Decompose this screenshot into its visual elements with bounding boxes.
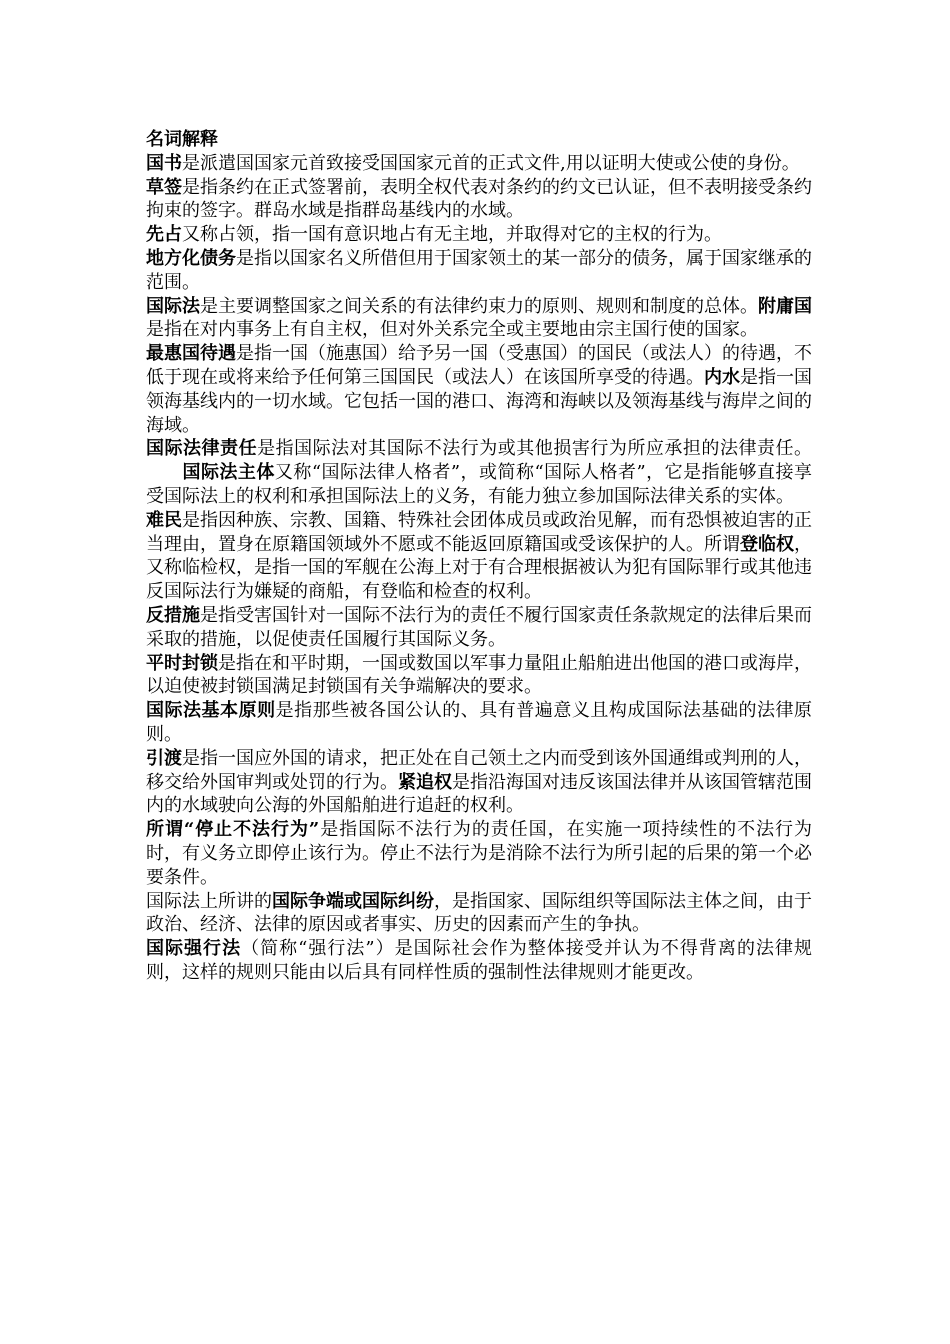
defined-term: 所谓“停止不法行为” bbox=[146, 819, 320, 841]
definition-text: 是指那些被各国公认的、具有普遍意义且构成国际法基础的法律原则。 bbox=[146, 700, 813, 745]
defined-term: 地方化债务 bbox=[146, 247, 236, 269]
defined-term: 国书 bbox=[146, 152, 182, 174]
definition-paragraph bbox=[146, 699, 812, 747]
defined-term: 国际法律责任 bbox=[146, 438, 258, 460]
definition-text: ，是指国家、国际组织等国际法主体之间，由于政治、经济、法律的原因或者事实、历史的因素而产生的争执。 bbox=[146, 890, 812, 936]
definition-paragraph bbox=[146, 747, 812, 818]
definition-paragraph bbox=[146, 818, 812, 889]
defined-term: 平时封锁 bbox=[146, 652, 218, 674]
definition-text: 是指在和平时期，一国或数国以军事力量阻止船舶进出他国的港口或海岸，以迫使被封锁国满足封锁国有关争端解决的要求。 bbox=[146, 652, 812, 698]
definition-paragraph bbox=[146, 937, 812, 985]
definition-text: 又称“国际法律人格者”，或简称“国际人格者”，它是指能够直接享受国际法上的权利和承担国际法上的义务，有能力独立参加国际法律关系的实体。 bbox=[146, 462, 813, 507]
definition-text: 是指沿海国对违反该国法律并从该国管辖范围内的水域驶向公海的外国船舶进行追赶的权利。 bbox=[146, 771, 812, 817]
definition-text: 是主要调整国家之间关系的有法律约束力的原则、规则和制度的总体。 bbox=[200, 295, 758, 317]
definition-paragraph bbox=[146, 152, 812, 176]
definition-text: 是指受害国针对一国际不法行为的责任不履行国家责任条款规定的法律后果而采取的措施，以促使责任国履行其国际义务。 bbox=[146, 604, 812, 650]
defined-term: 草签 bbox=[146, 176, 182, 198]
definition-paragraph bbox=[146, 247, 812, 295]
definition-text: 国际法上所讲的 bbox=[146, 890, 272, 912]
defined-term: 内水 bbox=[704, 366, 740, 388]
definition-text: ，又称临检权，是指一国的军舰在公海上对于有合理根据被认为犯有国际罪行或其他违反国际法行为嫌疑的商船，有登临和检查的权利。 bbox=[146, 533, 812, 603]
defined-term: 难民 bbox=[146, 509, 182, 531]
defined-term: 国际法 bbox=[146, 295, 200, 317]
definition-paragraph bbox=[146, 176, 812, 224]
definition-paragraph bbox=[146, 342, 812, 437]
defined-term: 引渡 bbox=[146, 747, 182, 769]
definition-text: 是指以国家名义所借但用于国家领土的某一部分的债务，属于国家继承的范围。 bbox=[146, 247, 812, 293]
defined-term: 先占 bbox=[146, 224, 182, 246]
definition-text: （简称“强行法”）是国际社会作为整体接受并认为不得背离的法律规则，这样的规则只能由以后具有同样性质的强制性法律规则才能更改。 bbox=[146, 938, 813, 983]
definitions-list bbox=[146, 152, 812, 985]
definition-paragraph bbox=[146, 890, 812, 938]
defined-term: 国际法基本原则 bbox=[146, 700, 276, 722]
defined-term: 国际争端或国际纠纷 bbox=[272, 890, 434, 912]
definition-paragraph bbox=[146, 652, 812, 700]
document-page bbox=[146, 128, 812, 985]
definition-text: 是指因种族、宗教、国籍、特殊社会团体成员或政治见解，而有恐惧被迫害的正当理由，置身在原籍国领域外不愿或不能返回原籍国或受该保护的人。所谓 bbox=[146, 509, 812, 555]
defined-term: 附庸国 bbox=[758, 295, 812, 317]
definition-text: 是指一国应外国的请求，把正处在自己领土之内而受到该外国通缉或判刑的人，移交给外国审判或处罚的行为。 bbox=[146, 747, 812, 793]
definition-text: 是指在对内事务上有自主权，但对外关系完全或主要地由宗主国行使的国家。 bbox=[146, 319, 758, 341]
definition-text: 是指国际法对其国际不法行为或其他损害行为所应承担的法律责任。 bbox=[257, 438, 813, 460]
definition-text: 是派遣国国家元首致接受国国家元首的正式文件,用以证明大使或公使的身份。 bbox=[182, 152, 800, 174]
defined-term: 国际强行法 bbox=[146, 938, 242, 960]
definition-paragraph bbox=[146, 223, 812, 247]
definition-text: 是指一国（施惠国）给予另一国（受惠国）的国民（或法人）的待遇，不低于现在或将来给予任何第三国国民（或法人）在该国所享受的待遇。 bbox=[146, 343, 812, 388]
defined-term: 登临权 bbox=[740, 533, 794, 555]
definition-paragraph bbox=[146, 437, 812, 508]
defined-term: 最惠国待遇 bbox=[146, 343, 236, 365]
definition-text: 是指条约在正式签署前，表明全权代表对条约的约文已认证，但不表明接受条约拘束的签字。群岛水域是指群岛基线内的水域。 bbox=[146, 176, 812, 222]
definition-paragraph bbox=[146, 295, 812, 343]
definition-paragraph bbox=[146, 509, 812, 604]
definition-text: 是指一国领海基线内的一切水域。它包括一国的港口、海湾和海峡以及领海基线与海岸之间的海域。 bbox=[146, 366, 812, 436]
defined-term: 国际法主体 bbox=[182, 462, 275, 484]
definition-text: 是指国际不法行为的责任国，在实施一项持续性的不法行为时，有义务立即停止该行为。停止不法行为是消除不法行为所引起的后果的第一个必要条件。 bbox=[146, 819, 812, 888]
document-heading: 名词解释 bbox=[146, 129, 218, 150]
defined-term: 反措施 bbox=[146, 604, 200, 626]
defined-term: 紧追权 bbox=[398, 771, 452, 793]
definition-paragraph bbox=[146, 604, 812, 652]
definition-text: 又称占领，指一国有意识地占有无主地，并取得对它的主权的行为。 bbox=[182, 224, 722, 246]
